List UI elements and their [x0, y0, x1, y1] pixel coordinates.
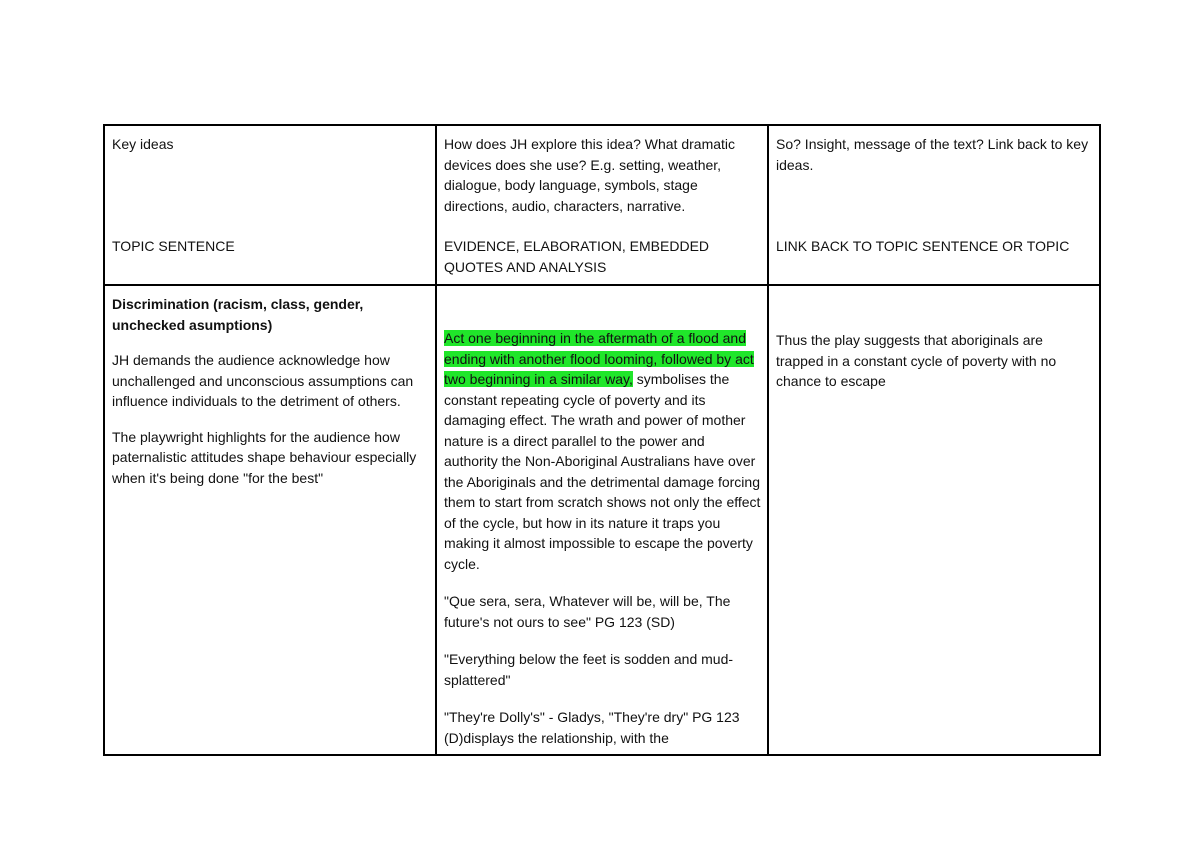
quote-1: "Que sera, sera, Whatever will be, will be, The future's not ours to see" PG 123 (SD): [444, 593, 731, 630]
header-question-insight: So? Insight, message of the text? Link back to key ideas.: [776, 136, 1089, 173]
key-idea-paragraph-1: JH demands the audience acknowledge how unchallenged and unconscious assumptions can influence individuals to the detriment of others.: [112, 352, 414, 409]
cell-evidence: [436, 285, 768, 755]
header-cell-key-ideas: [104, 125, 436, 285]
key-idea-paragraph-2: The playwright highlights for the audience how paternalistic attitudes shape behaviour especially when it's being done "for the best": [112, 428, 417, 486]
insight-text: Thus the play suggests that aboriginals are trapped in a constant cycle of poverty with no chance to escape: [776, 332, 1057, 389]
evidence-text: symbolises the constant repeating cycle of poverty and its damaging effect. The wrath and power of mother nature is a direct parallel to the power and authority the Non-Aboriginal Australians have over the Aboriginals and the detrimental damage forcing them to start from scratch shows not only the effect of the cycle, but how in its nature it traps you making it almost impossible to escape the poverty cycle.: [444, 371, 761, 572]
header-cell-insight: [768, 125, 1100, 285]
key-idea-title: Discrimination (racism, class, gender, unchecked asumptions): [112, 296, 364, 333]
header-tag-link-back: LINK BACK TO TOPIC SENTENCE OR TOPIC: [776, 238, 1070, 254]
table-header-row: [104, 125, 1100, 285]
cell-key-idea-discrimination: [104, 285, 436, 755]
quote-2: "Everything below the feet is sodden and mud-splattered": [444, 651, 734, 688]
highlighted-text: Act one beginning in the aftermath of a flood and ending with another flood looming, followed by act two beginning in a similar way,: [444, 330, 754, 387]
analysis-table: [103, 124, 1101, 756]
header-question-key-ideas: Key ideas: [112, 136, 174, 152]
header-tag-topic-sentence: TOPIC SENTENCE: [112, 238, 235, 254]
evidence-paragraph: [444, 328, 761, 574]
header-question-exploration: How does JH explore this idea? What dramatic devices does she use? E.g. setting, weather, dialogue, body language, symbols, stage directions, audio, characters, narrative.: [444, 136, 736, 214]
quote-3: "They're Dolly's" - Gladys, "They're dry" PG 123 (D)displays the relationship, with the: [444, 709, 740, 746]
header-cell-exploration: [436, 125, 768, 285]
table-row: [104, 285, 1100, 755]
cell-insight: [768, 285, 1100, 755]
header-tag-evidence: EVIDENCE, ELABORATION, EMBEDDED QUOTES AND ANALYSIS: [444, 238, 710, 275]
